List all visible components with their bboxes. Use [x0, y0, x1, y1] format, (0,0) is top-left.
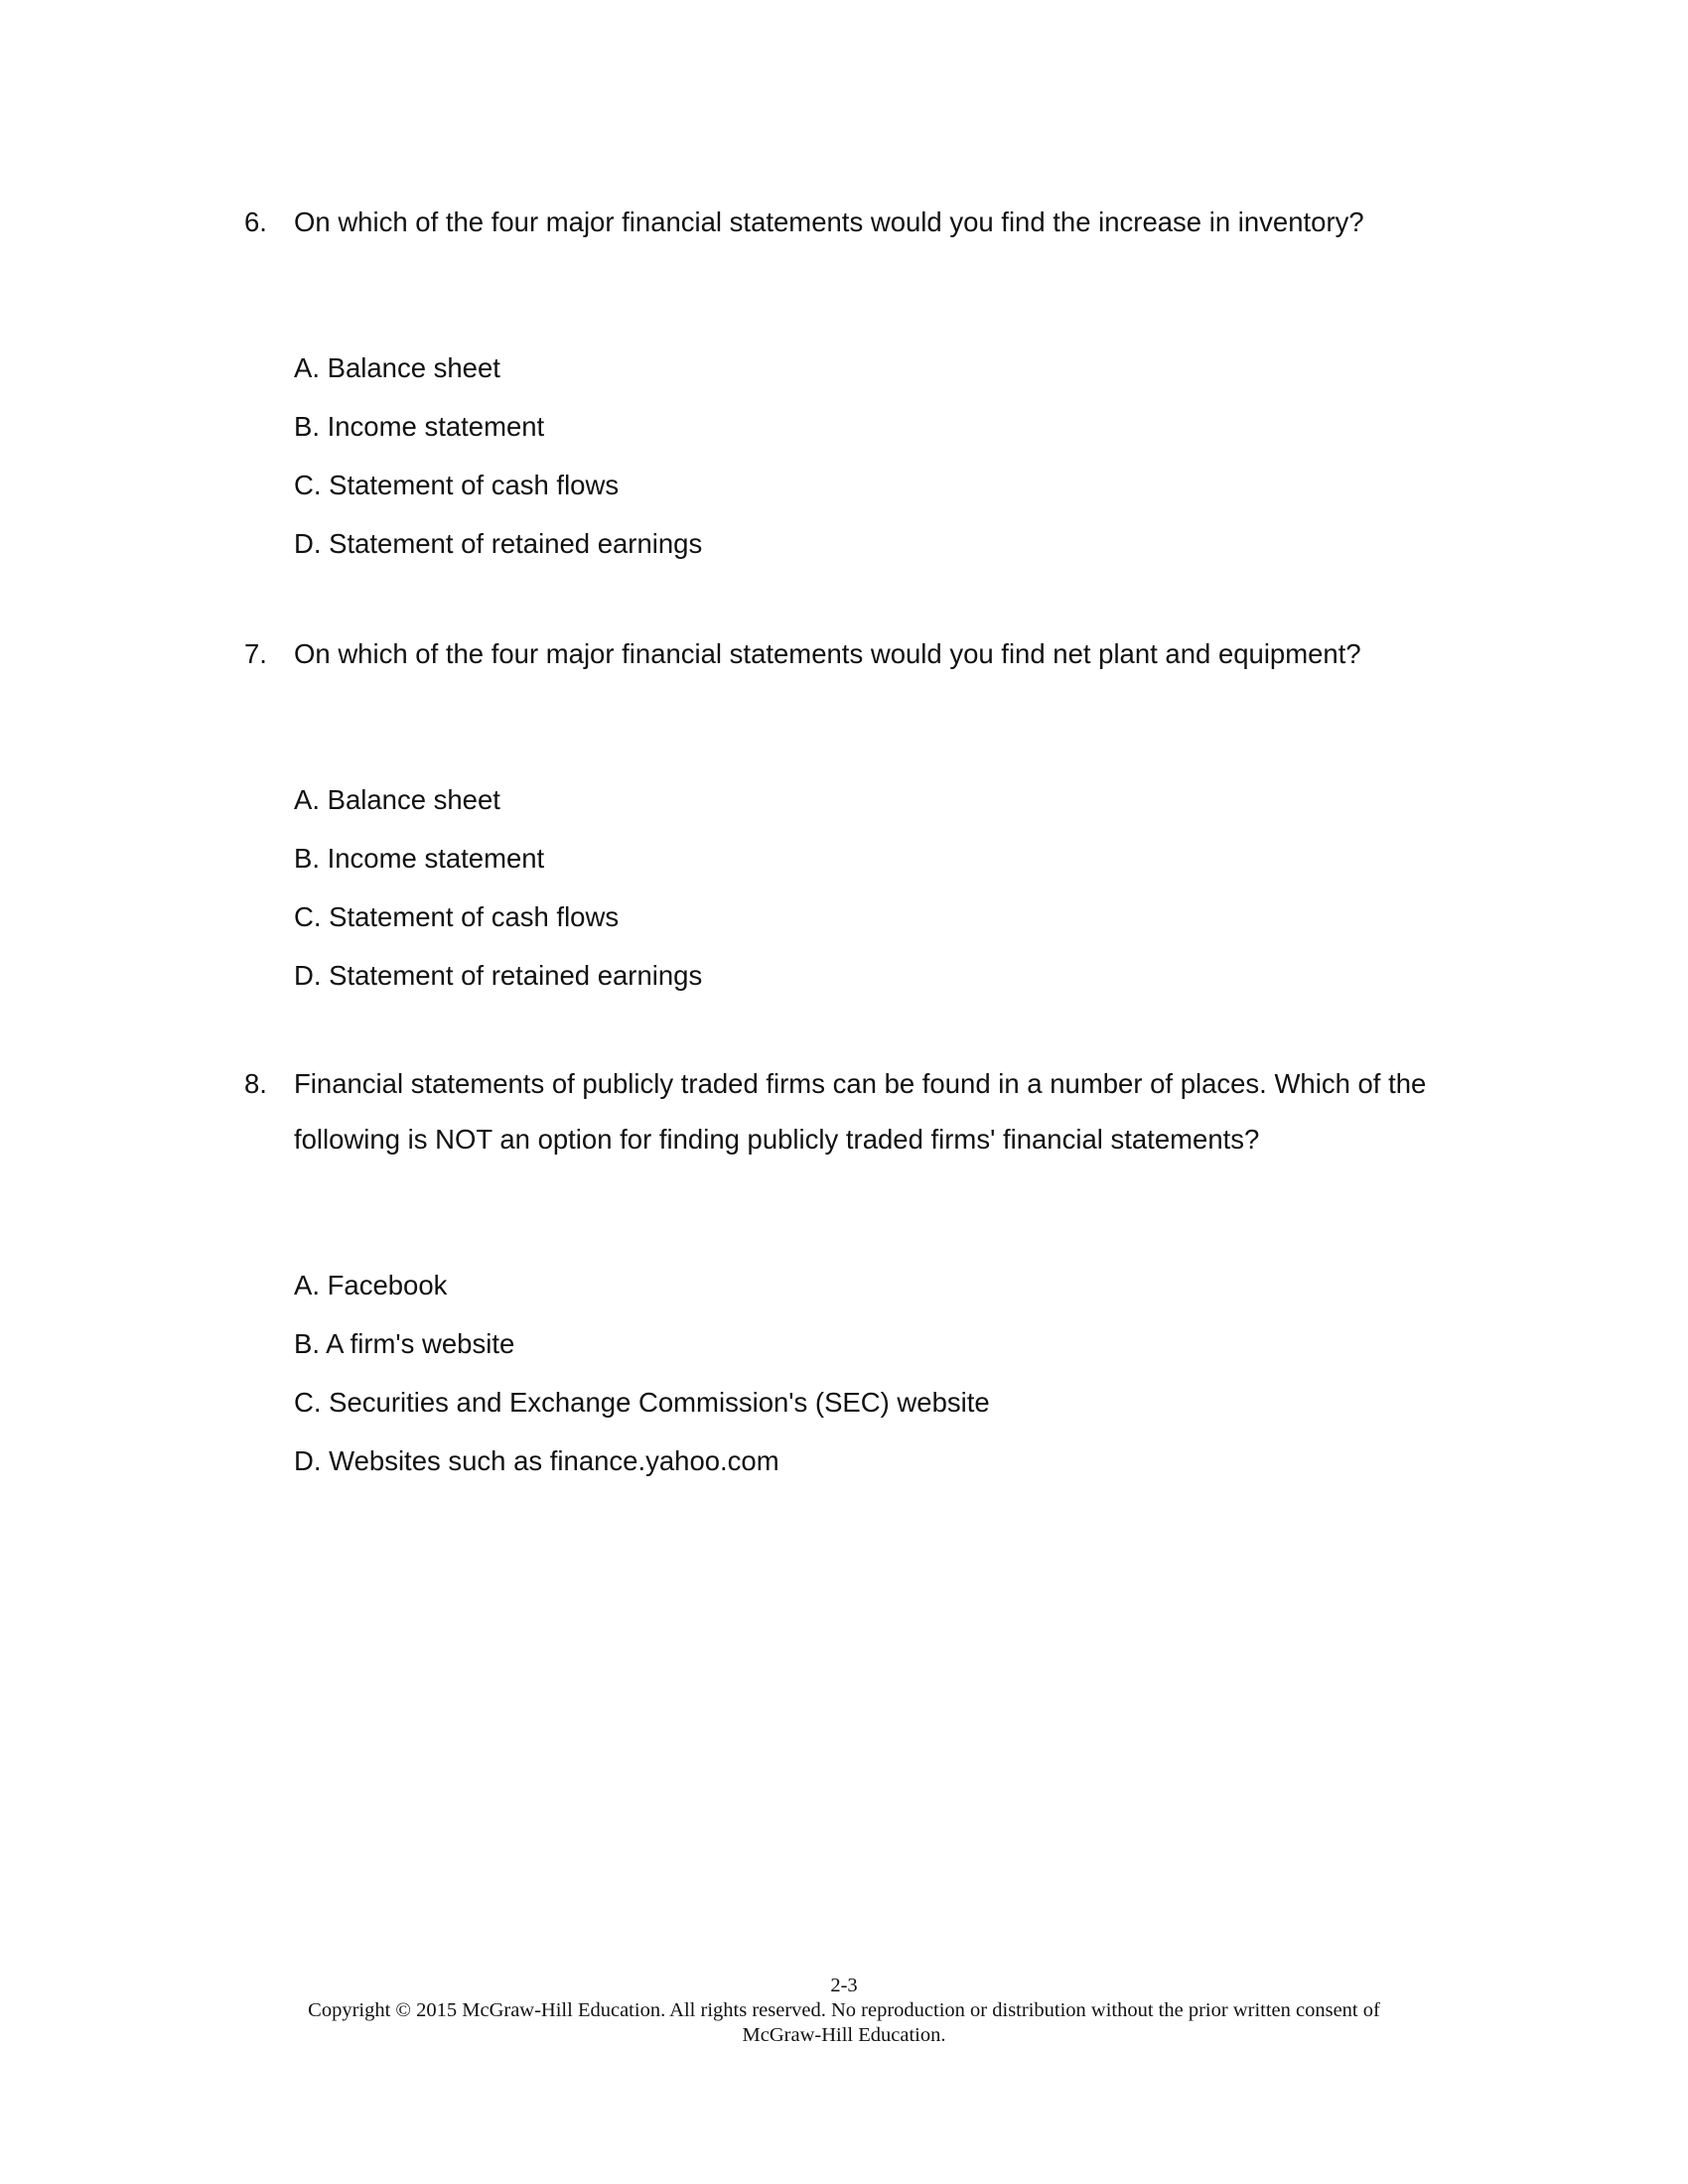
question-text: On which of the four major financial statements would you find the increase in inventory? [294, 206, 1364, 237]
question-6 [244, 195, 1466, 589]
answer-option-d: D. Websites such as finance.yahoo.com [294, 1445, 779, 1476]
answer-option-a: A. Balance sheet [294, 352, 500, 383]
answer-option-d: D. Statement of retained earnings [294, 960, 703, 991]
page-footer [0, 1974, 1688, 2048]
answer-option-c: C. Statement of cash flows [294, 470, 620, 500]
answer-option-a: A. Facebook [294, 1270, 448, 1300]
question-text: Financial statements of publicly traded firms can be found in a number of places. Which of the following is NOT an option for finding publicly traded firms' financial statements? [294, 1068, 1427, 1155]
answer-options [294, 339, 1466, 573]
answer-options [294, 770, 1466, 1005]
copyright-notice: Copyright © 2015 McGraw-Hill Education. All rights reserved. No reproduction or distribution without the prior written consent of McGraw-Hill Education. [308, 1999, 1380, 2046]
answer-option-b: B. Income statement [294, 411, 545, 442]
answer-options [294, 1256, 1466, 1490]
question-number: 6. [244, 206, 267, 237]
question-stem [244, 626, 1466, 682]
answer-option-c: C. Statement of cash flows [294, 901, 620, 932]
question-text: On which of the four major financial statements would you find net plant and equipment? [294, 638, 1361, 669]
question-8 [244, 1056, 1466, 1506]
answer-option-c: C. Securities and Exchange Commission's (SEC) website [294, 1387, 990, 1418]
answer-option-b: B. Income statement [294, 843, 545, 874]
answer-option-b: B. A firm's website [294, 1328, 515, 1359]
question-number: 8. [244, 1068, 267, 1099]
answer-option-d: D. Statement of retained earnings [294, 528, 703, 559]
page-number: 2-3 [830, 1975, 858, 1996]
question-stem [244, 195, 1466, 250]
answer-option-a: A. Balance sheet [294, 784, 500, 815]
question-7 [244, 626, 1466, 1021]
question-stem [244, 1056, 1466, 1167]
question-number: 7. [244, 638, 267, 669]
